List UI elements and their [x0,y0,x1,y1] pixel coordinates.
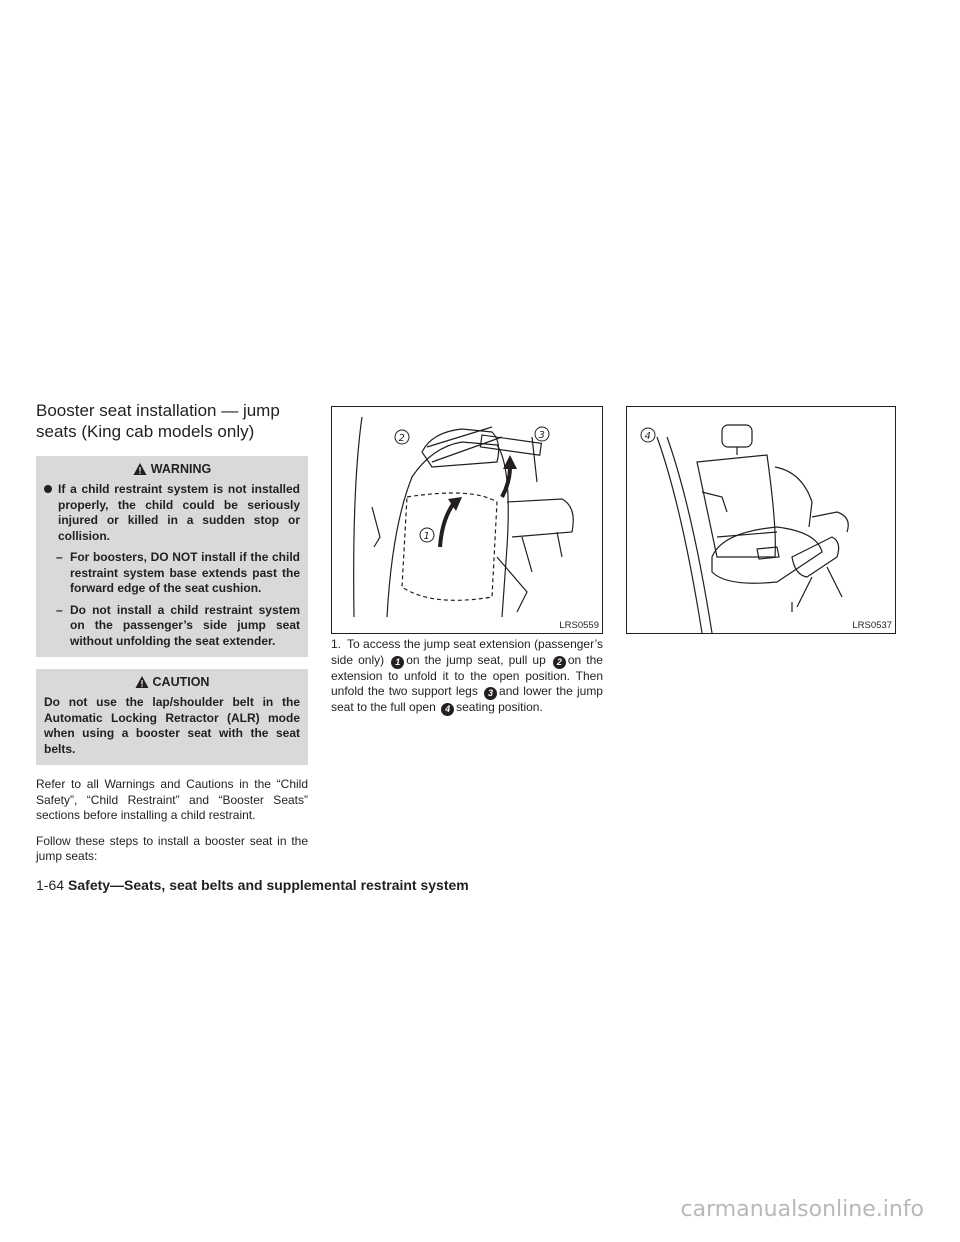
caution-text: Do not use the lap/shoulder belt in the Automatic Locking Retractor (ALR) mode when using a booster seat with the seat belts. [44,695,300,756]
caution-icon [135,675,149,689]
warning-heading [44,462,300,476]
figure-code: LRS0537 [852,620,892,631]
figure-callout: 4 [644,431,651,442]
callout-marker: 4 [441,703,454,716]
page-footer [36,877,469,893]
figure-callout: 1 [423,531,430,542]
step-text: on the jump seat, pull up [406,652,546,667]
step-text: seating position. [456,700,543,714]
dash-icon: – [56,550,63,564]
page-number: 1-64 [36,877,65,893]
figure-code: LRS0559 [559,620,599,631]
step-number: 1. [331,637,342,651]
callout-marker: 1 [391,656,404,669]
caution-heading [44,675,300,689]
warning-bullet [44,482,300,544]
dash-icon: – [56,602,63,617]
body-paragraph: Follow these steps to install a booster seat in the jump seats: [36,833,308,863]
warning-dash-text: For boosters, DO NOT install if the child restraint system base extends past the forward edge of the seat cushion. [70,550,300,595]
step-1 [331,637,603,716]
section-title: Booster seat installation — jump seats (King cab models only) [36,401,280,441]
warning-dash-item [56,603,300,650]
footer-title: Safety—Seats, seat belts and supplemental restraint system [68,877,469,893]
left-column [36,400,308,875]
callout-marker: 2 [553,656,566,669]
warning-heading-text: WARNING [150,462,212,476]
step-text: To access the jump seat extension (passenger’s side only) [331,637,603,667]
body-paragraph: Refer to all Warnings and Cautions in the “Child Safety”, “Child Restraint” and “Booster Seats” sections before installing a child restraint. [36,777,308,822]
caution-heading-text: CAUTION [152,675,210,689]
warning-icon [133,462,147,476]
warning-box [36,456,308,657]
callout-marker: 3 [484,687,497,700]
warning-dash-text: Do not install a child restraint system on the passenger’s side jump seat without unfolding the seat extender. [70,602,300,648]
bullet-icon [44,485,52,493]
warning-bullet-text: If a child restraint system is not installed properly, the child could be seriously injured or killed in a sudden stop or collision. [58,482,300,543]
figure-lrs0559 [331,406,603,634]
figure-lrs0537 [626,406,896,634]
step-text: and lower the jump seat to the full open [331,684,603,714]
jump-seat-extension-illustration [332,407,602,633]
figure-callout: 3 [538,430,545,441]
watermark: carmanualsonline.info [680,1197,924,1222]
jump-seat-open-illustration [627,407,895,633]
caution-box [36,669,308,765]
step-text: on the extension to unfold it to the open position. Then unfold the two support legs [331,652,603,698]
figure-callout: 2 [398,433,405,444]
warning-dash-item [56,550,300,597]
